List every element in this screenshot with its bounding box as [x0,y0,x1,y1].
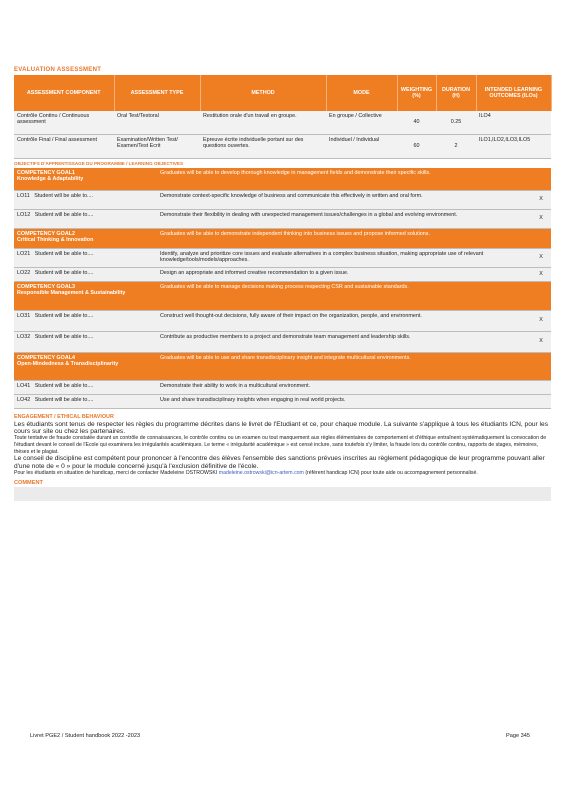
objectives-table [14,168,551,409]
learning-outcome-row [14,190,551,209]
lo-code: LO32 [17,333,31,340]
engagement-paragraph-3: Le conseil de discipline est compétent pour prononcer à l'encontre des élèves l'ensemble des sanctions prévues inscrites au règlement pédagogique de leur programme pouvant aller d'une note de « 0 » pour le module concerné jusqu'à l'exclusion définitive de l'école. [14,455,545,470]
learning-outcome-row [14,267,551,281]
header-ilos: INTENDED LEARNING OUTCOMES (ILOs) [476,75,551,111]
competency-name: Open-Mindedness & Transdisciplinarity [17,360,119,367]
lo-text: Student will be able to.... [34,312,94,319]
engagement-text [14,421,551,477]
engagement-title: ENGAGEMENT / ETHICAL BEHAVIOUR [14,413,114,420]
competency-name: Knowledge & Adaptability [17,176,84,183]
evaluation-title: EVALUATION ASSESSMENT [14,67,102,73]
assessment-duration: 0.25 [436,111,476,135]
competency-code: COMPETENCY GOAL3 [17,283,76,290]
engagement-paragraph-2: Toute tentative de fraude constatée durant un contrôle de connaissances, le contrôle continu ou un examen ou tout manquement aux règles élémentaires de comportement et d'éthique entraînent systématiquement la convocation de l'étudiant devant le conseil de l'Ecole qui examinera les irrégularités académiques. Le terme « irrégularité académique » est censé inclure, sans toutefois s'y limiter, la fraude lors du contrôle continu, rapports de stages, mémoires, thèses et le plagiat. [14,435,547,455]
competency-code: COMPETENCY GOAL1 [17,170,76,176]
assessment-type: Examination/Written Test/ Examen/Test Ecrit [114,135,200,159]
competency-label [14,352,157,380]
lo-description: Design an appropriate and informed creative recommendation to a given issue. [157,267,531,281]
assessment-weighting: 40 [397,111,436,135]
lo-label [14,331,157,352]
lo-code: LO12 [17,211,31,218]
lo-description: Construct well thought-out decisions, fully aware of their impact on the organization, people, and environment. [157,310,531,331]
lo-mark: X [531,310,551,331]
competency-label [14,168,157,190]
assessment-component: Contrôle Final / Final assessment [14,135,114,159]
lo-description: Demonstrate their ability to work in a multicultural environment. [157,380,531,394]
lo-text: Student will be able to.... [34,269,94,276]
lo-mark: X [531,267,551,281]
lo-label [14,190,157,209]
lo-mark: X [531,331,551,352]
table-row [14,111,551,135]
competency-description: Graduates will be able to use and share transdisciplinary insight and integrate multicultural environments. [157,352,551,380]
assessment-mode: En groupe / Collective [326,111,397,135]
handicap-text-end: (référent handicap ICN) pour toute aide ou accompagnement personnalisé. [305,469,478,476]
competency-name: Responsible Management & Sustainability [17,289,126,296]
assessment-method: Restitution orale d'un travail en groupe. [200,111,326,135]
lo-description: Demonstrate context-specific knowledge of business and communicate this effectively in written and oral form. [157,190,531,209]
table-row [14,135,551,159]
competency-code: COMPETENCY GOAL2 [17,230,76,237]
lo-label [14,267,157,281]
learning-outcome-row [14,310,551,331]
lo-label [14,209,157,228]
lo-mark [531,380,551,394]
lo-code: LO41 [17,382,31,389]
header-mode: MODE [326,75,397,111]
header-method: METHOD [200,75,326,111]
comment-box [14,487,551,501]
assessment-duration: 2 [436,135,476,159]
lo-mark [531,394,551,408]
lo-text: Student will be able to.... [34,250,94,257]
competency-row [14,281,551,310]
assessment-table [14,75,552,159]
competency-label [14,228,157,248]
lo-mark: X [531,248,551,267]
page-number: Page 345 [506,733,530,739]
lo-code: LO42 [17,396,31,403]
header-weighting: WEIGHTING (%) [397,75,436,111]
assessment-ilos: ILO1,ILO2,ILO3,ILO5 [476,135,551,159]
lo-description: Contribute as productive members to a project and demonstrate team management and leadership skills. [157,331,531,352]
lo-description: Identify, analyze and prioritize core issues and evaluate alternatives in a complex business situation, making appropriate use of relevant knowledge/tools/models/approaches. [157,248,531,267]
lo-label [14,380,157,394]
assessment-mode: Individuel / Individual [326,135,397,159]
lo-text: Student will be able to.... [34,333,94,340]
competency-row [14,352,551,380]
competency-description: Graduates will be able to demonstrate independent thinking into business issues and propose informed solutions. [157,228,551,248]
assessment-method: Epreuve écrite individuelle portant sur des questions ouvertes. [200,135,326,159]
lo-mark: X [531,190,551,209]
lo-label [14,248,157,267]
competency-code: COMPETENCY GOAL4 [17,354,76,361]
handicap-text: Pour les étudiants en situation de handicap, merci de contacter Madeleine OSTROWSKI [14,469,218,476]
lo-text: Student will be able to.... [34,192,94,199]
objectives-title: OBJECTIFS D'APPRENTISSAGE DU PROGRAMME / LEARNING OBJECTIVES [14,161,184,166]
competency-label [14,281,157,310]
assessment-weighting: 60 [397,135,436,159]
lo-description: Use and share transdisciplinary insights when engaging in real world projects. [157,394,531,408]
page-footer [30,733,530,739]
page-content [14,66,551,501]
assessment-type: Oral Test/Testoral [114,111,200,135]
assessment-ilos: ILO4 [476,111,551,135]
lo-code: LO11 [17,192,30,199]
header-assessment-type: ASSESSMENT TYPE [114,75,200,111]
lo-text: Student will be able to.... [34,396,94,403]
lo-text: Student will be able to.... [34,211,94,218]
lo-code: LO21 [17,250,31,257]
competency-name: Critical Thinking & Innovation [17,236,94,243]
competency-row [14,168,551,190]
learning-outcome-row [14,380,551,394]
engagement-paragraph-1: Les étudiants sont tenus de respecter les règles du programme décrites dans le livret de l'Etudiant et ce, pour chaque module. La suivante s'applique à tous les étudiants ICN, pour les cours sur site ou chez les partenaires. [14,420,548,435]
footer-handbook-label: Livret PGE2 / Student handbook 2022 -2023 [30,733,141,739]
competency-description: Graduates will be able to manage decisions making process respecting CSR and sustainable standards. [157,281,551,310]
competency-row [14,228,551,248]
contact-email-link[interactable]: madeleine.ostrowski@icn-artem.com [218,469,304,476]
lo-label [14,310,157,331]
learning-outcome-row [14,209,551,228]
lo-text: Student will be able to.... [34,382,94,389]
lo-description: Demonstrate their flexibility in dealing with unexpected management issues/challenges in a global and evolving environment. [157,209,531,228]
header-duration: DURATION (H) [436,75,476,111]
assessment-component: Contrôle Continu / Continuous assessment [14,111,114,135]
learning-outcome-row [14,248,551,267]
competency-description: Graduates will be able to develop thorough knowledge in management fields and demonstrate their specific skills. [157,168,551,190]
learning-outcome-row [14,394,551,408]
comment-title: COMMENT [14,479,43,486]
engagement-paragraph-4 [14,470,551,477]
lo-mark: X [531,209,551,228]
lo-code: LO22 [17,269,31,276]
learning-outcome-row [14,331,551,352]
header-assessment-component: ASSESSMENT COMPONENT [14,75,114,111]
assessment-header-row [14,75,551,111]
lo-code: LO31 [17,312,31,319]
lo-label [14,394,157,408]
